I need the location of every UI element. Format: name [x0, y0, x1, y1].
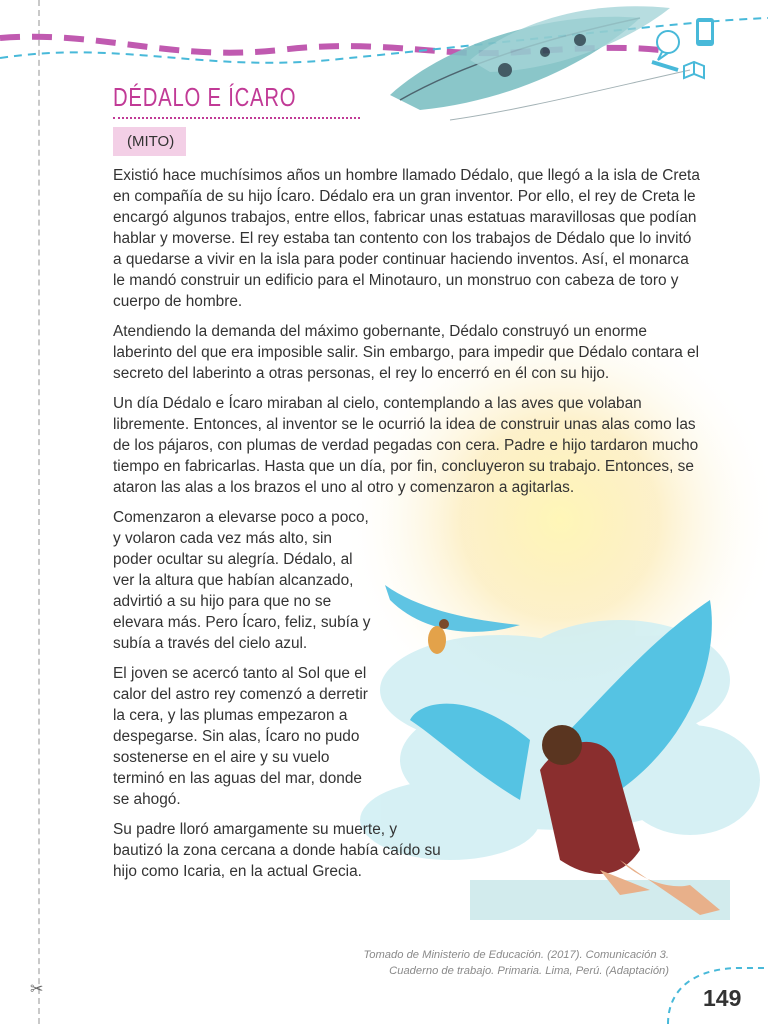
- citation-line-1: Tomado de Ministerio de Educación. (2017). Comunicación 3.: [363, 949, 669, 961]
- paragraph-3: Un día Dédalo e Ícaro miraban al cielo, contemplando a las aves que volaban libremente. Entonces, al inventor se le ocurrió la idea de construir unas alas como las de los pájaros, con plumas de verdad pegadas con cera. Padre e hijo tardaron mucho tiempo en fabricarlas. Hasta que un día, por fin, concluyeron su trabajo. Entonces, se ataron las alas a los brazos el uno al otro y comenzaron a agitarlas.: [113, 395, 699, 496]
- paragraph-5: El joven se acercó tanto al Sol que el calor del astro rey comenzó a derretir la cera, y las plumas empezaron a despegarse. Sin alas, Ícaro no pudo sostenerse en el aire y su vuelo terminó en las aguas del mar, donde se ahogó.: [113, 665, 368, 808]
- paragraph-6: Su padre lloró amargamente su muerte, y bautizó la zona cercana a donde había caído su hijo como Icaria, en la actual Grecia.: [113, 821, 441, 880]
- citation-line-2: Cuaderno de trabajo. Primaria. Lima, Perú. (Adaptación): [389, 965, 669, 977]
- page-title: DÉDALO E ÍCARO: [113, 82, 297, 112]
- paragraph-4: Comenzaron a elevarse poco a poco, y volaron cada vez más alto, sin poder ocultar su alegría. Dédalo, al ver la altura que habían alcanzado, advirtió a su hijo para que no se elevara más. Pero Ícaro, feliz, subía y subía a través del cielo azul.: [113, 509, 371, 652]
- paragraph-1: Existió hace muchísimos años un hombre llamado Dédalo, que llegó a la isla de Creta en compañía de su hijo Ícaro. Dédalo era un gran inventor. Por ello, el rey de Creta le encargó algunos trabajos, entre ellos, fabricar unas estatuas maravillosas que podían hablar y moverse. El rey estaba tan contento con los trabajos de Dédalo que lo invitó a quedarse a vivir en la isla para poder continuar haciendo inventos. Así, el monarca le mandó construir un edificio para el Minotauro, un monstruo con cabeza de toro y cuerpo de hombre.: [113, 167, 700, 310]
- paragraph-2: Atendiendo la demanda del máximo gobernante, Dédalo construyó un enorme laberinto del que era imposible salir. Sin embargo, para impedir que Dédalo contara el secreto del laberinto a otras personas, el rey lo encerró en él con su hijo.: [113, 323, 700, 382]
- page-number: 149: [703, 985, 742, 1011]
- genre-label: (MITO): [113, 127, 186, 156]
- scissors-icon: ✂: [30, 981, 44, 998]
